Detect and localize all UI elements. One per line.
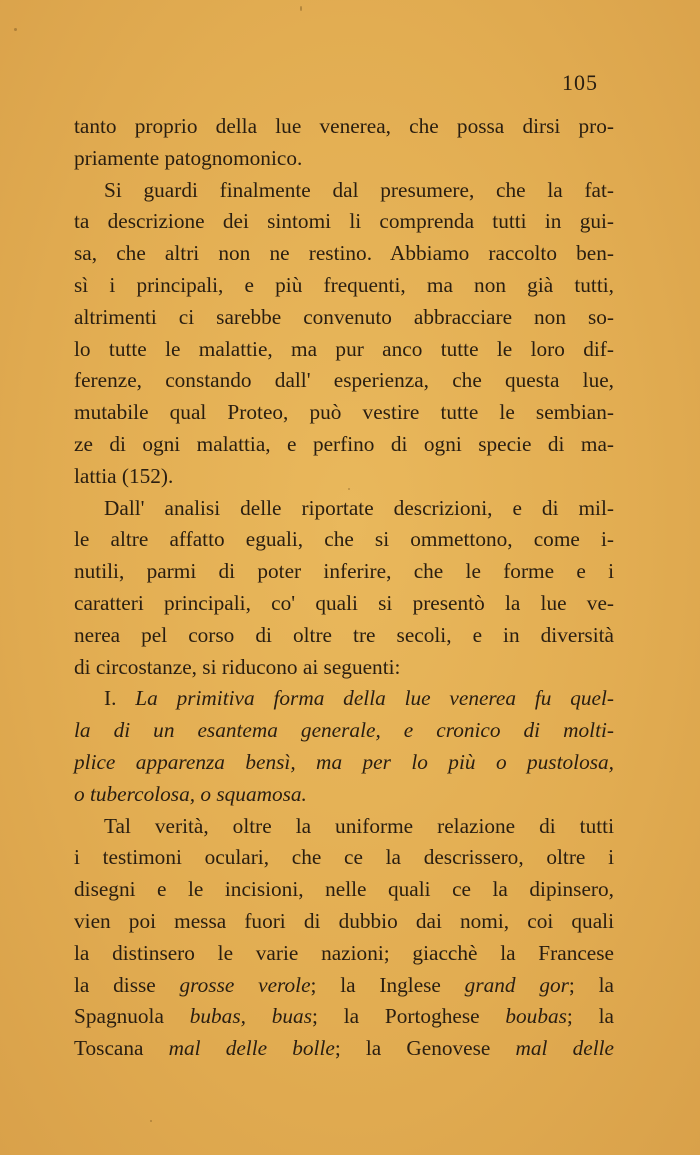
italic-segment: grosse verole (179, 972, 311, 997)
text-line: caratteri principali, co' quali si presentò la lue ve- (74, 590, 614, 615)
italic-segment: boubas (505, 1004, 567, 1029)
text-line: sì i principali, e più frequenti, ma non già tutti, (74, 272, 614, 297)
italic-segment: mal delle bolle (168, 1036, 335, 1061)
text-line: Dall' analisi delle riportate descrizioni, e di mil- (104, 495, 614, 520)
text-line: o tubercolosa, o squamosa. (74, 781, 307, 806)
text-line: ferenze, constando dall' esperienza, che questa lue, (74, 368, 614, 393)
text-line: disegni e le incisioni, nelle quali ce la dipinsero, (74, 877, 614, 902)
text-line: lo tutte le malattie, ma pur anco tutte le loro dif- (74, 336, 614, 361)
text-segment: Toscana (74, 1036, 169, 1061)
text-line: mutabile qual Proteo, può vestire tutte le sembian- (74, 400, 614, 425)
text-line: Si guardi finalmente dal presumere, che la fat- (104, 177, 614, 202)
text-segment: ; la Inglese (310, 972, 465, 997)
text-line: plice apparenza bensì, ma per lo più o pustolosa, (74, 749, 614, 774)
text-line: di circostanze, si riducono ai seguenti: (74, 654, 401, 679)
page-number: 105 (562, 70, 598, 95)
text-line: nutili, parmi di poter inferire, che le forme e i (74, 559, 614, 584)
text-line (74, 1001, 614, 1033)
text-segment: I. (104, 686, 136, 711)
text-line (74, 683, 614, 715)
italic-segment: bubas, buas (189, 1004, 312, 1029)
italic-segment: mal delle (515, 1036, 614, 1061)
paper-speck (150, 1120, 152, 1122)
text-line: i testimoni oculari, che ce la descrissero, oltre i (74, 845, 614, 870)
text-segment: ; la Genovese (334, 1036, 516, 1061)
text-line (74, 970, 614, 1002)
text-line: la di un esantema generale, e cronico di molti- (74, 718, 614, 743)
text-segment: la disse (74, 972, 180, 997)
text-segment: Spagnuola (74, 1004, 190, 1029)
text-line: tanto proprio della lue venerea, che possa dirsi pro- (74, 114, 614, 138)
text-segment: ; la (566, 1004, 615, 1029)
text-segment: ; la Portoghese (312, 1004, 506, 1029)
paper-speck (14, 28, 17, 31)
paper-speck (348, 488, 350, 490)
text-line: la distinsero le varie nazioni; giacchè la Francese (74, 940, 614, 965)
paper-speck (300, 6, 302, 11)
text-line: Tal verità, oltre la uniforme relazione di tutti (104, 813, 614, 838)
text-line: priamente patognomonico. (74, 145, 303, 170)
body-text (74, 111, 614, 1065)
text-line: nerea pel corso di oltre tre secoli, e in diversità (74, 622, 614, 647)
italic-segment: La primitiva forma della lue venerea fu quel- (135, 686, 614, 711)
text-line: ta descrizione dei sintomi li comprenda tutti in gui- (74, 209, 614, 234)
text-line: vien poi messa fuori di dubbio dai nomi, coi quali (74, 908, 614, 933)
text-line: sa, che altri non ne restino. Abbiamo raccolto ben- (74, 241, 614, 266)
text-line: ze di ogni malattia, e perfino di ogni specie di ma- (74, 431, 614, 456)
text-line: altrimenti ci sarebbe convenuto abbracciare non so- (74, 304, 614, 329)
italic-segment: grand gor (464, 972, 569, 997)
text-segment: ; la (568, 972, 614, 997)
text-line: le altre affatto eguali, che si ommettono, come i- (74, 527, 614, 552)
text-line: lattia (152). (74, 463, 174, 488)
text-line (74, 1033, 614, 1065)
